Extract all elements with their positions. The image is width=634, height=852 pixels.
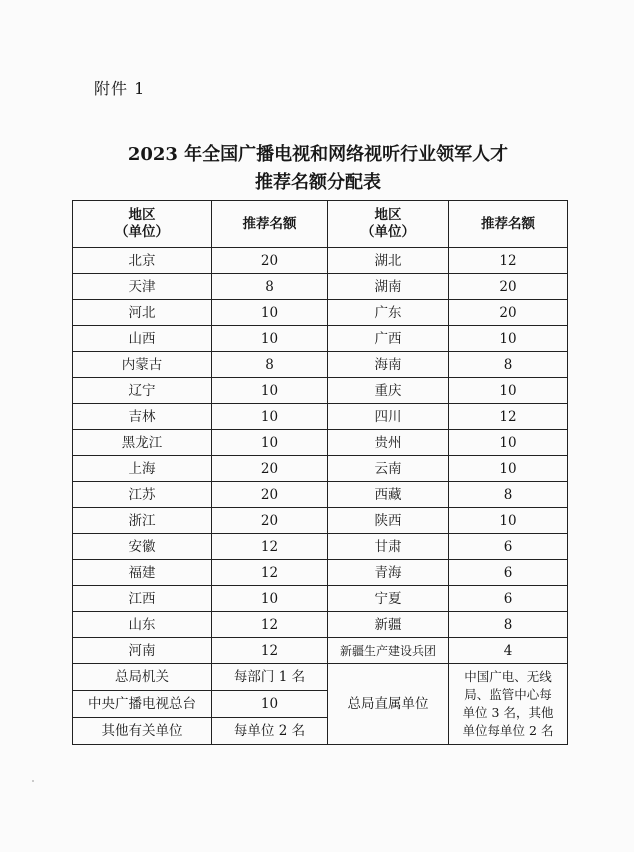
table-row	[73, 456, 568, 482]
org-hq: 总局机关	[73, 664, 212, 691]
right-region: 广东	[328, 300, 449, 326]
right-region: 青海	[328, 560, 449, 586]
right-quota: 10	[449, 378, 568, 404]
right-region: 甘肃	[328, 534, 449, 560]
quota-direct-line: 单位每单位 2 名	[462, 723, 554, 738]
left-quota: 8	[212, 352, 328, 378]
left-region: 安徽	[73, 534, 212, 560]
right-region: 湖北	[328, 248, 449, 274]
right-quota: 6	[449, 586, 568, 612]
table-row	[73, 612, 568, 638]
left-quota: 10	[212, 300, 328, 326]
quota-direct-line: 中国广电、无线	[464, 669, 552, 684]
attachment-label: 附件 1	[94, 79, 146, 98]
header-region-label: 地区	[374, 207, 402, 223]
quota-table	[72, 200, 568, 745]
left-region: 江西	[73, 586, 212, 612]
left-region: 江苏	[73, 482, 212, 508]
header-region-label: 地区	[128, 207, 156, 223]
right-region: 西藏	[328, 482, 449, 508]
right-quota: 6	[449, 560, 568, 586]
right-region: 贵州	[328, 430, 449, 456]
right-quota: 12	[449, 248, 568, 274]
left-region: 内蒙古	[73, 352, 212, 378]
org-direct: 总局直属单位	[328, 664, 449, 745]
table-row	[73, 300, 568, 326]
header-unit-label: （单位）	[115, 224, 169, 240]
quota-direct-line: 单位 3 名，其他	[462, 705, 554, 720]
right-region: 四川	[328, 404, 449, 430]
right-region: 陕西	[328, 508, 449, 534]
left-quota: 10	[212, 326, 328, 352]
left-quota: 20	[212, 456, 328, 482]
left-quota: 12	[212, 560, 328, 586]
table-row	[73, 430, 568, 456]
left-region: 河北	[73, 300, 212, 326]
right-quota: 20	[449, 274, 568, 300]
right-region: 新疆	[328, 612, 449, 638]
left-region: 山东	[73, 612, 212, 638]
table-row	[73, 326, 568, 352]
table-row	[73, 560, 568, 586]
right-region: 云南	[328, 456, 449, 482]
header-region-left	[73, 201, 212, 248]
table-row	[73, 508, 568, 534]
right-region: 重庆	[328, 378, 449, 404]
right-region: 宁夏	[328, 586, 449, 612]
quota-hq: 每部门 1 名	[212, 664, 328, 691]
left-region: 山西	[73, 326, 212, 352]
left-quota: 20	[212, 482, 328, 508]
table-row	[73, 352, 568, 378]
quota-direct-line: 局、监管中心每	[464, 687, 552, 702]
right-quota: 8	[449, 482, 568, 508]
table-row	[73, 274, 568, 300]
left-quota: 10	[212, 586, 328, 612]
left-quota: 20	[212, 248, 328, 274]
right-region: 湖南	[328, 274, 449, 300]
right-quota: 8	[449, 352, 568, 378]
quota-other: 每单位 2 名	[212, 718, 328, 745]
right-quota: 10	[449, 430, 568, 456]
header-unit-label: （单位）	[361, 224, 415, 240]
table-row	[73, 378, 568, 404]
left-region: 浙江	[73, 508, 212, 534]
table-row	[73, 534, 568, 560]
left-region: 辽宁	[73, 378, 212, 404]
left-quota: 12	[212, 612, 328, 638]
right-quota: 8	[449, 612, 568, 638]
right-quota: 6	[449, 534, 568, 560]
scan-speck	[32, 780, 34, 782]
table-row	[73, 482, 568, 508]
table-row	[73, 404, 568, 430]
header-quota-left: 推荐名额	[212, 201, 328, 248]
left-region: 上海	[73, 456, 212, 482]
left-quota: 12	[212, 638, 328, 664]
table-row	[73, 586, 568, 612]
quota-direct	[449, 664, 568, 745]
header-region-right	[328, 201, 449, 248]
right-region: 广西	[328, 326, 449, 352]
right-quota: 10	[449, 508, 568, 534]
left-region: 黑龙江	[73, 430, 212, 456]
right-quota: 10	[449, 326, 568, 352]
right-region: 新疆生产建设兵团	[328, 638, 449, 664]
left-region: 北京	[73, 248, 212, 274]
left-quota: 10	[212, 404, 328, 430]
left-region: 河南	[73, 638, 212, 664]
left-quota: 20	[212, 508, 328, 534]
left-quota: 8	[212, 274, 328, 300]
table-row	[73, 664, 568, 691]
right-quota: 20	[449, 300, 568, 326]
page-title: 2023 年全国广播电视和网络视听行业领军人才	[127, 144, 509, 165]
page-subtitle: 推荐名额分配表	[255, 172, 381, 193]
right-quota: 10	[449, 456, 568, 482]
left-region: 福建	[73, 560, 212, 586]
left-quota: 12	[212, 534, 328, 560]
left-region: 吉林	[73, 404, 212, 430]
org-cctv: 中央广播电视总台	[73, 691, 212, 718]
left-quota: 10	[212, 378, 328, 404]
right-quota: 12	[449, 404, 568, 430]
left-quota: 10	[212, 430, 328, 456]
right-region: 海南	[328, 352, 449, 378]
table-header-row	[73, 201, 568, 248]
header-quota-right: 推荐名额	[449, 201, 568, 248]
table-row	[73, 248, 568, 274]
quota-cctv: 10	[212, 691, 328, 718]
table-row	[73, 638, 568, 664]
right-quota: 4	[449, 638, 568, 664]
org-other: 其他有关单位	[73, 718, 212, 745]
left-region: 天津	[73, 274, 212, 300]
